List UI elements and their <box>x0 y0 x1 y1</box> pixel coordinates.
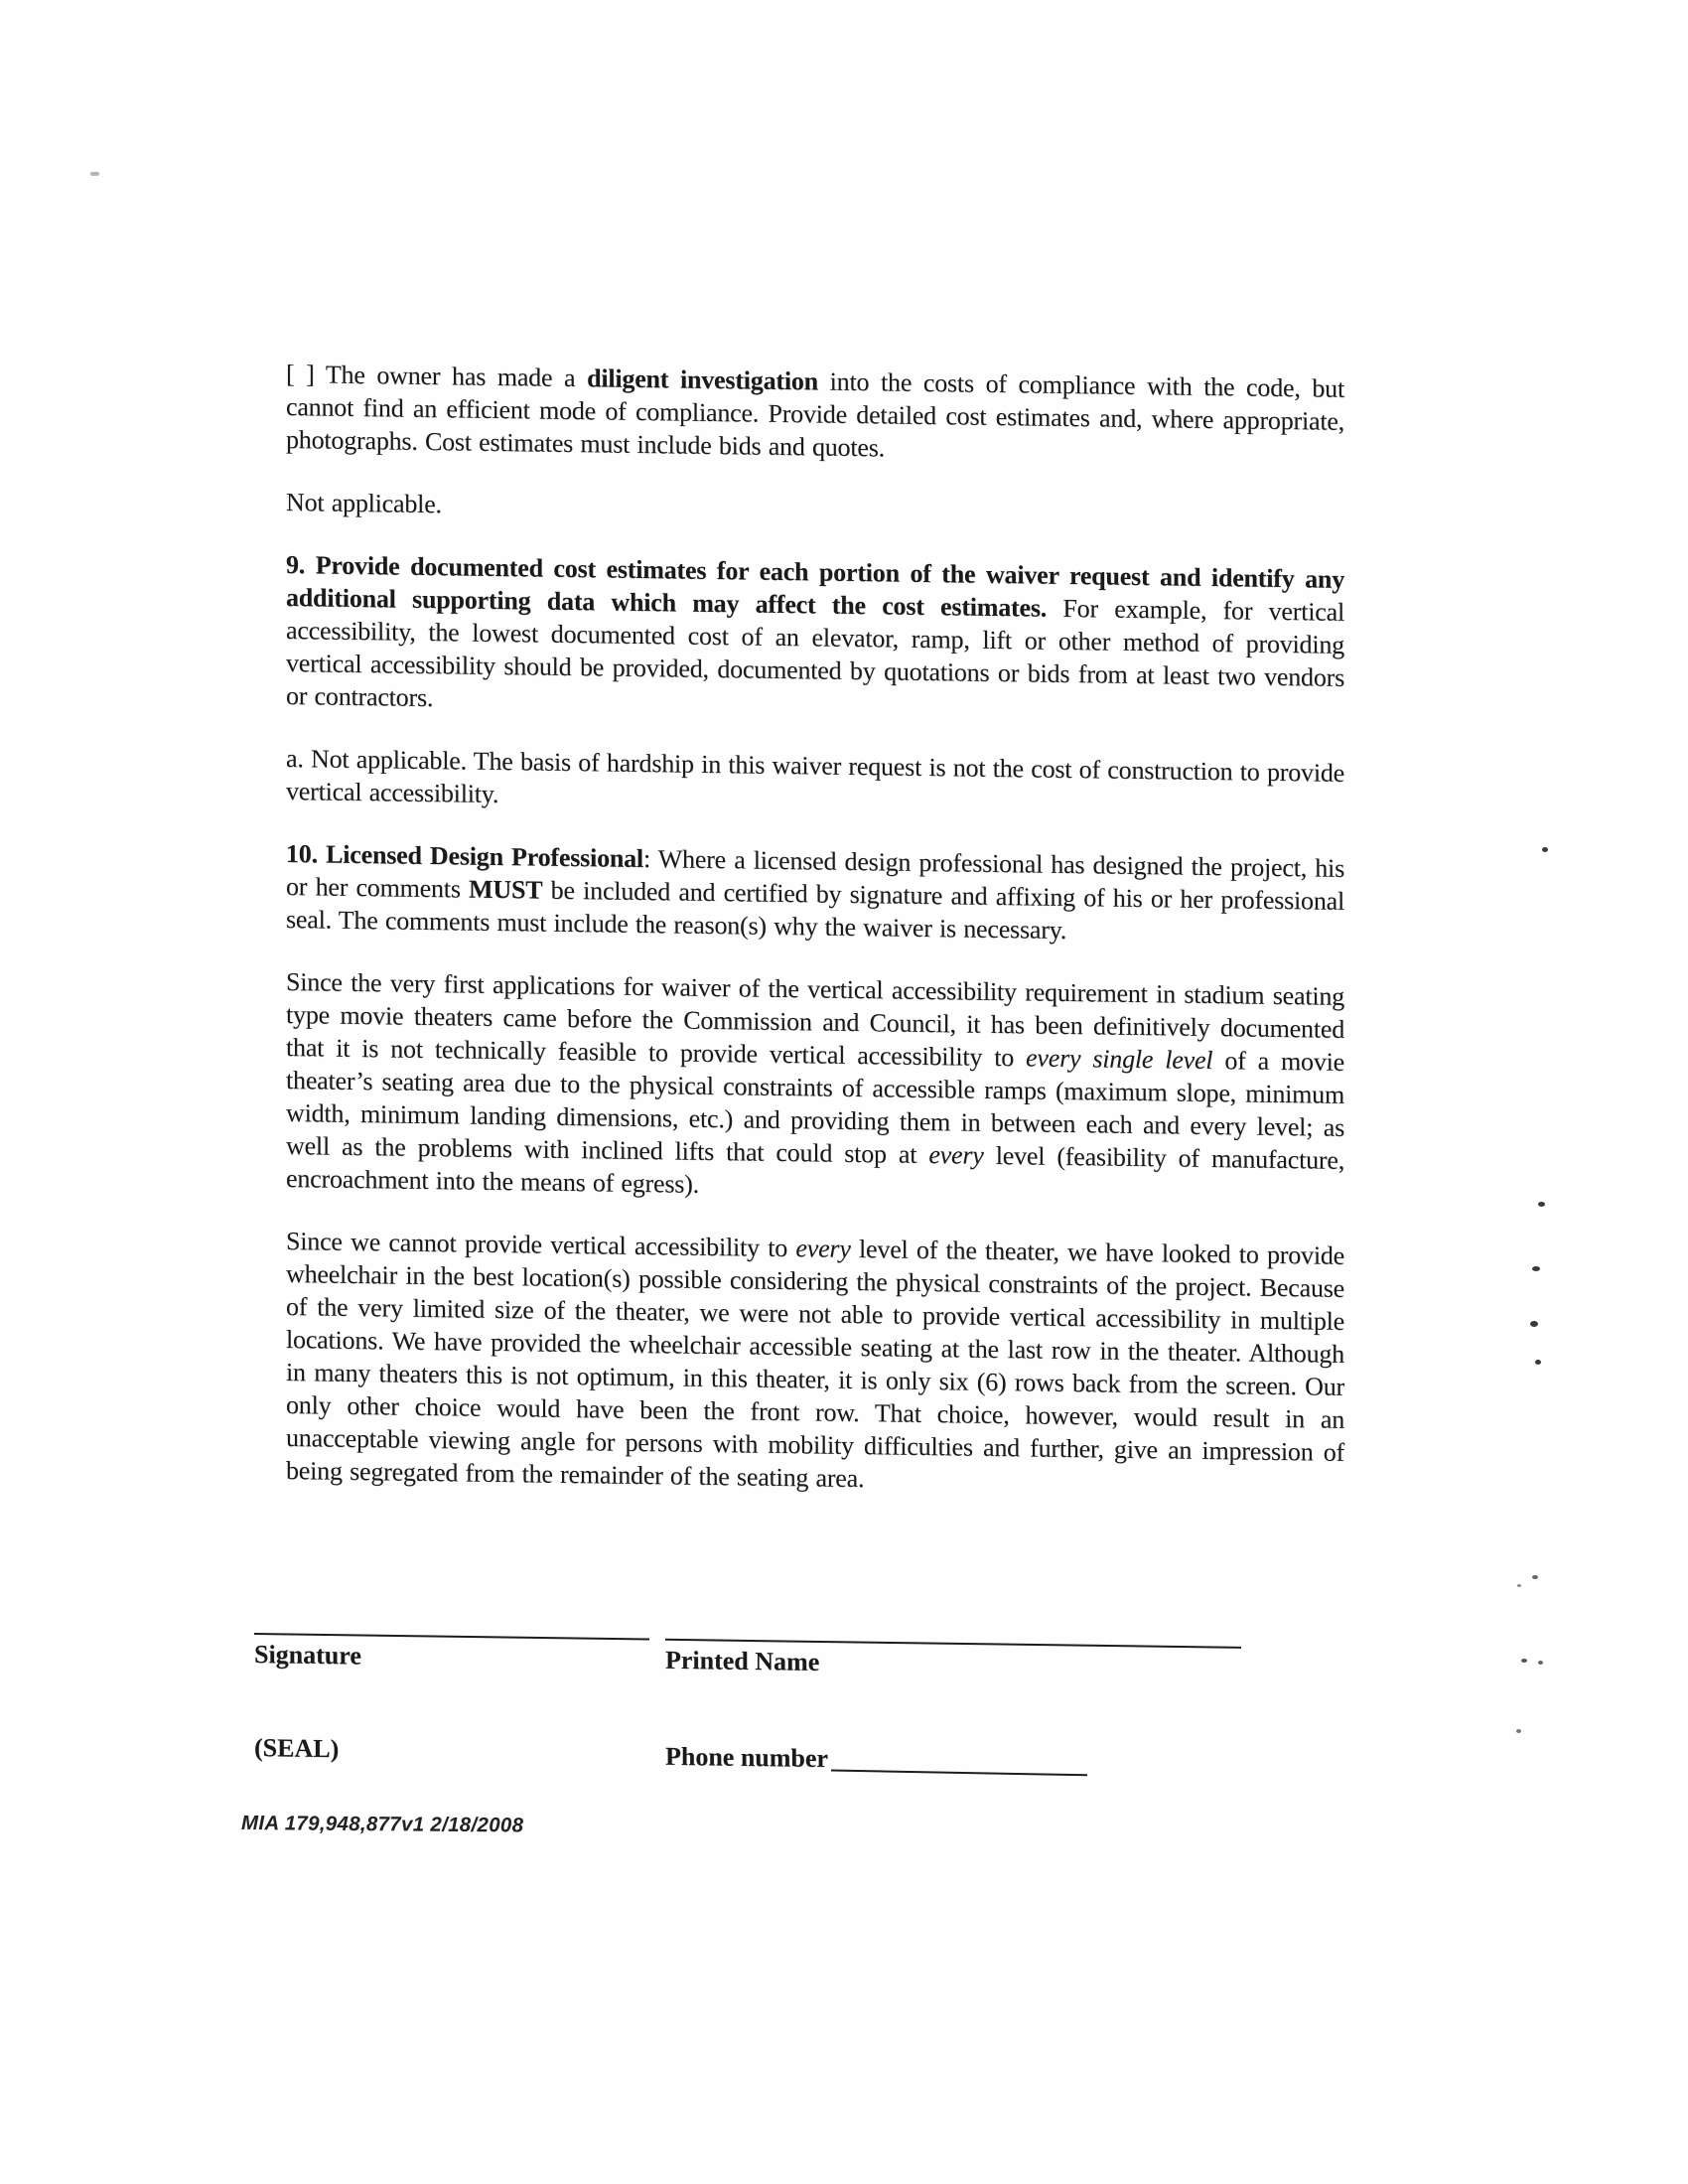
para-diligent-investigation <box>286 358 1344 471</box>
text-run: be included and certified by signature and affixing of his or her professional seal. The comments must include the reason(s) why the waiver is necessary. <box>286 875 1344 945</box>
scan-artifact <box>1538 1661 1543 1665</box>
para-stadium-seating-feasibility <box>286 965 1344 1210</box>
seal-row <box>254 1733 1346 1781</box>
scan-artifact <box>1542 847 1548 852</box>
para-wheelchair-seating-location <box>286 1225 1344 1502</box>
text-run: MUST <box>469 874 543 905</box>
text-run: of a movie theater’s seating area due to the physical constraints of accessible ramps (maximum slope, minimum width, minimum landing dimensions, etc.) and providing them in between each and every level; as well as the problems with inclined lifts that could stop at <box>286 1046 1344 1170</box>
scan-artifact <box>1538 1202 1545 1207</box>
text-run: into the costs of compliance with the code, but cannot find an efficient mode of compliance. Provide detailed cost estimates and, where appropriate, photographs. Cost estimates must include bids and quotes. <box>286 366 1344 463</box>
phone-number-line <box>831 1746 1087 1777</box>
signature-row <box>254 1633 1346 1684</box>
scan-artifact <box>1521 1659 1527 1663</box>
scan-artifact <box>1532 1266 1540 1271</box>
printed-name-field <box>665 1639 1241 1683</box>
phone-number-label: Phone number <box>665 1741 828 1774</box>
document-body <box>286 358 1344 1531</box>
phone-number-field <box>665 1739 1087 1778</box>
scan-artifact <box>1530 1321 1538 1327</box>
signature-field <box>254 1633 649 1675</box>
para-item-10-licensed-design-professional <box>286 837 1344 950</box>
seal-label: (SEAL) <box>254 1733 340 1764</box>
text-run: every <box>795 1234 851 1263</box>
text-run: Since we cannot provide vertical accessibility to <box>286 1227 796 1263</box>
text-run: every single level <box>1026 1043 1213 1076</box>
scan-artifact <box>90 172 99 176</box>
text-run: For example, for vertical accessibility, the lowest documented cost of an elevator, ramp, lift or other method of providing vertical accessibility should be provided, documented by quotations or bids from at least two vendors or contractors. <box>286 593 1344 713</box>
signature-line <box>254 1633 649 1641</box>
scan-artifact <box>1517 1584 1521 1587</box>
text-run: a. Not applicable. The basis of hardship in this waiver request is not the cost of construction to provide vertical accessibility. <box>286 744 1344 808</box>
text-run: 9. Provide documented cost estimates for each portion of the waiver request and identify any additional supporting data which may affect the cost estimates. <box>286 550 1344 623</box>
text-run: level of the theater, we have looked to provide wheelchair in the best location(s) possible considering the physical constraints of the project. Because of the very limited size of the theater, we were not able to provide vertical accessibility in multiple locations. We have provided the wheelchair accessible seating at the last row in the theater. Although in many theaters this is not optimum, in this theater, it is only six (6) rows back from the screen. Our only other choice would have been the front row. That choice, however, would result in an unacceptable viewing angle for persons with mobility difficulties and further, give an impression of being segregated from the remainder of the seating area. <box>286 1234 1345 1494</box>
text-run: every <box>928 1140 984 1170</box>
text-run: : Where a licensed design professional has designed the project, his or her comments <box>286 844 1344 904</box>
printed-name-label: Printed Name <box>665 1645 820 1676</box>
scan-artifact <box>1535 1360 1541 1365</box>
para-item-9a-not-applicable <box>286 742 1344 822</box>
para-item-9-cost-estimates <box>286 548 1344 727</box>
scan-artifact <box>1516 1729 1521 1733</box>
text-run: level (feasibility of manufacture, encroachment into the means of egress). <box>286 1140 1344 1199</box>
para-not-applicable <box>286 486 1344 533</box>
text-run: Since the very first applications for waiver of the vertical accessibility requirement in stadium seating type movie theaters came before the Commission and Council, it has been definitively documented that it is not technically feasible to provide vertical accessibility to <box>286 967 1344 1073</box>
text-run: [ ] The owner has made a <box>286 360 588 393</box>
signature-label: Signature <box>254 1640 361 1671</box>
signature-block <box>254 1633 1346 1781</box>
text-run: Not applicable. <box>286 488 442 519</box>
scan-artifact <box>1532 1575 1538 1579</box>
document-reference-number: MIA 179,948,877v1 2/18/2008 <box>241 1812 524 1837</box>
text-run: diligent investigation <box>587 364 818 396</box>
text-run: 10. Licensed Design Professional <box>286 839 643 874</box>
